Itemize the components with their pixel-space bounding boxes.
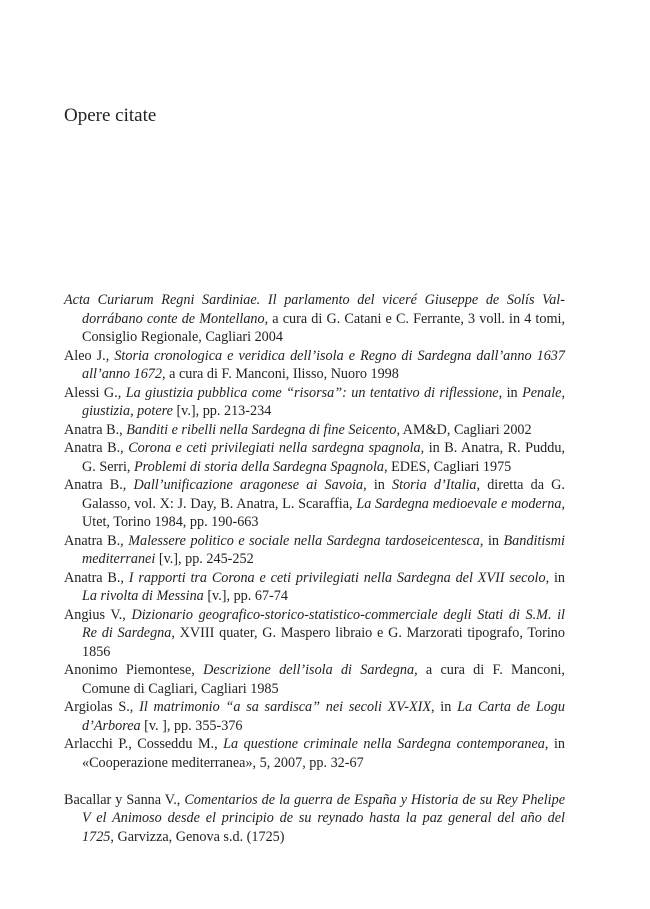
entry-text: , XVIII quater, G. Maspero libraio e G. Marzorati tipografo, Torino 1856 — [82, 625, 565, 660]
section-title: Opere citate — [64, 105, 157, 126]
entry-text: , Garvizza, Genova s.d. (1725) — [110, 828, 285, 845]
entry-text: [v.], pp. 213-234 — [172, 403, 272, 419]
bibliography-entry — [64, 661, 565, 698]
entry-text: , in — [363, 477, 393, 493]
entry-title-text: La questione criminale nella Sardegna contemporanea — [223, 736, 545, 752]
entry-title-text: Dizionario geografico-storico-statistico-commerciale degli Stati di S.M. il Re di Sardegna — [82, 606, 566, 641]
entry-text: Aleo J., — [64, 347, 115, 364]
bibliography-entry — [64, 347, 565, 384]
entry-title-text: La rivolta di Messina — [82, 588, 204, 604]
entry-text: Anatra B., — [64, 532, 129, 549]
bibliography-entry — [64, 569, 565, 606]
entry-title-text: Storia d’Italia — [392, 477, 477, 493]
bibliography-entry — [64, 421, 565, 440]
entry-text: , EDES, Cagliari 1975 — [384, 458, 512, 475]
entry-title-text: Il matrimonio “a sa sardisca” nei secoli XV-XIX — [139, 699, 432, 715]
entry-text: Anatra B., — [64, 421, 127, 438]
bibliography-entry — [64, 384, 565, 421]
entry-title-text: Descrizione dell’isola di Sardegna — [203, 662, 415, 678]
entry-text: Angius V., — [64, 606, 132, 623]
bibliography-list — [64, 291, 565, 846]
entry-text: Anatra B., — [64, 440, 129, 456]
entry-title-text: Problemi di storia della Sardegna Spagnola — [134, 458, 384, 475]
entry-text: , in — [431, 699, 458, 715]
entry-title-text: La giustizia pubblica come “risorsa”: un tentativo di riflessione — [125, 384, 499, 401]
entry-text: Anatra B., — [64, 569, 129, 586]
bibliography-entry — [64, 791, 565, 847]
bibliography-entry — [64, 291, 565, 347]
bibliography-entry — [64, 532, 565, 569]
entry-text: , Utet, Torino 1984, pp. 190-663 — [82, 495, 565, 530]
entry-title-text: Corona e ceti privilegiati nella sardegna spagnola — [128, 440, 421, 456]
entry-title-text: Banditismi mediterranei — [82, 532, 565, 567]
entry-title-text: Banditi e ribelli nella Sardegna di fine Seicento — [126, 421, 397, 438]
entry-title-text: Dall’unificazione aragonese ai Savoia — [133, 477, 364, 493]
entry-title-text: Storia cronologica e veridica dell’isola e Regno di Sardegna dall’anno 1637 all’anno 1672 — [82, 347, 565, 382]
entry-text: , in — [545, 569, 565, 586]
entry-title-text: La Sardegna medioevale e moderna — [356, 495, 562, 512]
entry-text: , a cura di G. Catani e C. Ferrante, 3 voll. in 4 tomi, Consiglio Regionale, Cagliari 2004 — [82, 310, 565, 345]
entry-text: , a cura di F. Manconi, Comune di Cagliari, Cagliari 1985 — [82, 662, 565, 697]
bibliography-entry — [64, 476, 565, 532]
entry-title-text: Acta Curiarum Regni Sardiniae. Il parlamento del viceré Giuseppe de Solís Valdorrábano conte de Montellano — [64, 292, 565, 327]
entry-text: , in B. Anatra, R. Puddu, G. Serri, — [82, 440, 565, 475]
entry-text: , in — [479, 532, 504, 549]
entry-text: Anonimo Piemontese, — [64, 662, 204, 678]
entry-text: , diretta da G. Galasso, vol. X: J. Day, B. Anatra, L. Scaraffia, — [82, 477, 565, 512]
entry-text: [v.], pp. 67-74 — [203, 588, 288, 604]
bibliography-entry — [64, 439, 565, 476]
entry-title-text: Penale, giustizia, potere — [82, 384, 565, 419]
entry-text: [v.], pp. 245-252 — [155, 551, 254, 567]
bibliography-entry — [64, 698, 565, 735]
entry-text: , in — [498, 384, 523, 401]
entry-text: , in «Cooperazione mediterranea», 5, 2007, pp. 32-67 — [82, 736, 565, 771]
entry-text: Anatra B., — [64, 477, 134, 493]
bibliography-entry — [64, 735, 565, 772]
entry-text: , a cura di F. Manconi, Ilisso, Nuoro 1998 — [162, 366, 399, 382]
bibliography-entry — [64, 606, 565, 662]
entry-title-text: I rapporti tra Corona e ceti privilegiati nella Sardegna del XVII secolo — [128, 569, 546, 586]
entry-text: Argiolas S., — [64, 699, 140, 715]
entry-title-text: La Carta de Logu d’Arborea — [82, 699, 565, 734]
entry-text: [v. ], pp. 355-376 — [140, 717, 243, 734]
entry-text: Arlacchi P., Cosseddu M., — [64, 736, 224, 752]
entry-text: Bacallar y Sanna V., — [64, 791, 185, 808]
entry-text: , AM&D, Cagliari 2002 — [396, 421, 532, 438]
entry-title-text: Comentarios de la guerra de España y Historia de su Rey Phelipe V el Animoso desde el principio de su reynado hasta la paz general del año del 1725 — [82, 791, 565, 845]
entry-title-text: Malessere politico e sociale nella Sardegna tardoseicentesca — [128, 532, 480, 549]
entry-text: Alessi G., — [64, 384, 126, 401]
